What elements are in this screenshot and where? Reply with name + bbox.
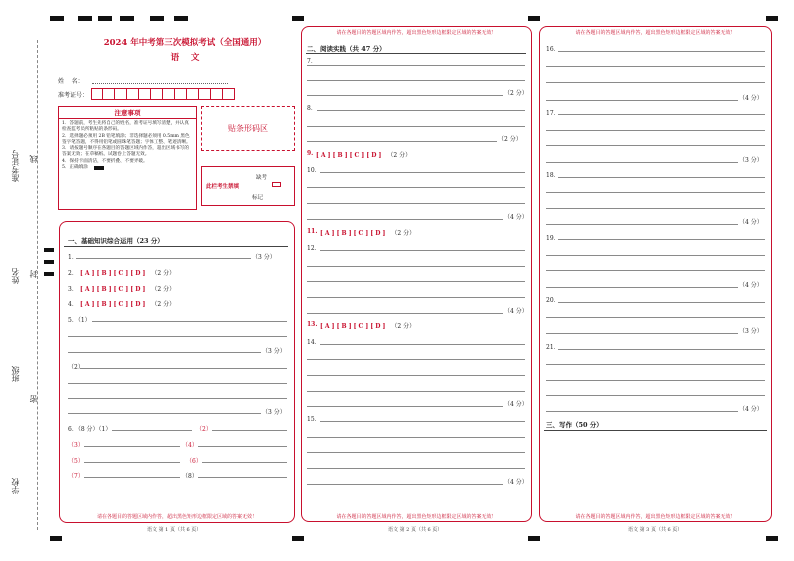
- q15-num: 15．: [307, 416, 321, 423]
- q15-score: （4 分）: [504, 479, 528, 486]
- answer-line[interactable]: [320, 344, 525, 345]
- answer-line[interactable]: [307, 266, 525, 267]
- side-label-dense: 密: [29, 395, 38, 403]
- answer-panel-2: [301, 26, 532, 522]
- answer-line[interactable]: [68, 413, 261, 414]
- answer-line[interactable]: [80, 368, 287, 369]
- name-label: 姓 名：: [58, 78, 84, 85]
- answer-line[interactable]: [546, 395, 765, 396]
- registration-mark: [44, 260, 54, 264]
- exam-no-boxes[interactable]: [91, 88, 235, 100]
- side-label-seal: 封: [29, 270, 38, 278]
- barcode-label: 贴条形码区: [228, 124, 268, 133]
- exam-no-label: 准考证号：: [58, 92, 89, 99]
- registration-mark: [120, 16, 134, 21]
- q1-num: 1．: [68, 254, 78, 261]
- registration-mark: [150, 16, 164, 21]
- q8-num: 8．: [307, 105, 317, 112]
- answer-line[interactable]: [558, 302, 765, 303]
- answer-line[interactable]: [546, 411, 738, 412]
- answer-line[interactable]: [546, 208, 765, 209]
- page-footer-3: 语文 第 3 页（共 6 页）: [628, 527, 683, 533]
- absent-mark-top: 缺考: [256, 175, 268, 181]
- page-footer-2: 语文 第 2 页（共 6 页）: [388, 527, 443, 533]
- answer-line[interactable]: [307, 437, 525, 438]
- side-label-line: 线: [29, 155, 38, 163]
- q1-score: （3 分）: [252, 254, 276, 261]
- answer-line[interactable]: [558, 349, 765, 350]
- warning-text: 请在各题目的答题区域内作答，超出黑色矩形边框限定区域的答案无效！: [96, 514, 257, 520]
- q16-num: 16．: [546, 46, 560, 53]
- answer-line[interactable]: [546, 333, 738, 334]
- q4-num: 4．: [68, 301, 78, 308]
- q21-num: 21．: [546, 344, 560, 351]
- answer-line[interactable]: [198, 477, 287, 478]
- q6-s5: （5）: [68, 458, 84, 465]
- answer-line[interactable]: [320, 250, 525, 251]
- answer-line[interactable]: [307, 468, 525, 469]
- answer-line[interactable]: [320, 172, 525, 173]
- answer-line[interactable]: [307, 95, 503, 96]
- q6-num: 6．（8 分）（1）: [68, 426, 112, 433]
- answer-line[interactable]: [68, 398, 287, 399]
- answer-line[interactable]: [546, 192, 765, 193]
- answer-line[interactable]: [307, 452, 525, 453]
- q14-num: 14．: [307, 339, 321, 346]
- q13-options[interactable]: [ A ] [ B ] [ C ] [ D ] （2 分）: [320, 323, 416, 330]
- section-divider: [306, 53, 526, 54]
- answer-line[interactable]: [212, 430, 287, 431]
- answer-line[interactable]: [307, 187, 525, 188]
- q2-options[interactable]: [ A ] [ B ] [ C ] [ D ] （2 分）: [80, 270, 176, 277]
- answer-line[interactable]: [546, 270, 765, 271]
- q17-num: 17．: [546, 110, 560, 117]
- q9-options[interactable]: [ A ] [ B ] [ C ] [ D ] （2 分）: [316, 152, 412, 159]
- answer-line[interactable]: [307, 391, 525, 392]
- registration-mark: [292, 536, 304, 541]
- answer-line[interactable]: [202, 462, 287, 463]
- absent-mark-bottom: 标记: [252, 195, 264, 201]
- registration-mark: [528, 16, 540, 21]
- registration-mark: [50, 536, 62, 541]
- page-title: 2024 年中考第三次模拟考试（全国通用）: [103, 38, 267, 48]
- registration-mark: [292, 16, 304, 21]
- notice-item: 4．保持卡面清洁，不要折叠、不要弄破。: [62, 158, 148, 164]
- answer-line[interactable]: [546, 287, 738, 288]
- answer-line[interactable]: [558, 51, 765, 52]
- registration-mark: [766, 16, 778, 21]
- notice-item: 5．正确填涂: [62, 165, 88, 171]
- q12-num: 12．: [307, 245, 321, 252]
- answer-line[interactable]: [558, 114, 765, 115]
- answer-line[interactable]: [317, 110, 525, 111]
- answer-line[interactable]: [546, 380, 765, 381]
- q21-score: （4 分）: [739, 406, 763, 413]
- page-footer-1: 语文 第 1 页（共 6 页）: [147, 527, 202, 533]
- notice-item: 3．请按题号顺序在各题目的答题区域内作答，超出区域书写的答案无效；在草稿纸、试题卷上答题无效。: [62, 146, 189, 158]
- section2-title: 二、阅读实践（共 47 分）: [307, 45, 386, 53]
- q1-answer-line[interactable]: [76, 258, 251, 259]
- side-label-name: 姓名: [11, 268, 20, 284]
- q6-s4: （4）: [182, 442, 198, 449]
- q11-options[interactable]: [ A ] [ B ] [ C ] [ D ] （2 分）: [320, 230, 416, 237]
- answer-line[interactable]: [546, 130, 765, 131]
- absent-box: [201, 166, 295, 206]
- answer-line[interactable]: [546, 255, 765, 256]
- notice-title: 注意事项: [59, 107, 196, 119]
- section-divider: [64, 246, 288, 247]
- answer-line[interactable]: [546, 317, 765, 318]
- notice-box: [58, 106, 197, 210]
- q6-s7: （7）: [68, 473, 84, 480]
- answer-line[interactable]: [307, 219, 503, 220]
- answer-line[interactable]: [68, 383, 287, 384]
- q9-num: 9.: [307, 150, 314, 157]
- side-label-school: 学校: [11, 478, 20, 494]
- q13-num: 13.: [307, 321, 318, 328]
- q5-score1: （3 分）: [262, 348, 286, 355]
- q6-s2: （2）: [196, 426, 212, 433]
- registration-mark: [174, 16, 188, 21]
- answer-line[interactable]: [92, 321, 287, 322]
- q6-s3: （3）: [68, 442, 84, 449]
- answer-line[interactable]: [546, 82, 765, 83]
- answer-line[interactable]: [546, 224, 738, 225]
- answer-line[interactable]: [307, 484, 503, 485]
- q5-sub2: （2）: [68, 364, 84, 371]
- registration-mark: [44, 272, 54, 276]
- answer-line[interactable]: [307, 203, 525, 204]
- warning-text: 请在各题目的答题区域内作答，超出黑色矩形边框限定区域的答案无效！: [575, 514, 736, 520]
- side-label-exam-no: 准考证号: [11, 150, 20, 182]
- answer-line[interactable]: [320, 421, 525, 422]
- answer-line[interactable]: [546, 364, 765, 365]
- answer-line[interactable]: [307, 359, 525, 360]
- q2-num: 2．: [68, 270, 78, 277]
- answer-line[interactable]: [307, 80, 525, 81]
- answer-line[interactable]: [112, 430, 192, 431]
- barcode-area: [201, 106, 295, 151]
- answer-line[interactable]: [84, 446, 180, 447]
- q19-score: （4 分）: [739, 282, 763, 289]
- registration-mark: [766, 536, 778, 541]
- answer-line[interactable]: [68, 336, 287, 337]
- writing-title: 三、写作（50 分）: [546, 421, 603, 429]
- section1-title: 一、基础知识综合运用（23 分）: [68, 237, 164, 245]
- filled-sample-icon: [94, 166, 104, 170]
- q18-num: 18．: [546, 172, 560, 179]
- q6-s8: （8）: [182, 473, 198, 480]
- answer-line[interactable]: [546, 66, 765, 67]
- answer-line[interactable]: [84, 477, 180, 478]
- notice-item: 1．答题前，考生先将自己的姓名，准考证号填写清楚，并认真检查监考员所粘贴的条形码。: [62, 121, 189, 133]
- warning-text: 请在各题目的答题区域内作答，超出黑色矩形边框限定区域的答案无效！: [336, 30, 497, 36]
- q11-num: 11.: [307, 228, 318, 235]
- registration-mark: [50, 16, 64, 21]
- q16-score: （4 分）: [739, 95, 763, 102]
- answer-line[interactable]: [546, 100, 738, 101]
- q20-num: 20．: [546, 297, 560, 304]
- answer-line[interactable]: [307, 297, 525, 298]
- answer-line[interactable]: [307, 406, 503, 407]
- answer-line[interactable]: [558, 177, 765, 178]
- q3-options[interactable]: [ A ] [ B ] [ C ] [ D ] （2 分）: [80, 286, 176, 293]
- answer-line[interactable]: [546, 162, 738, 163]
- answer-line[interactable]: [307, 126, 525, 127]
- absent-checkbox[interactable]: [272, 182, 281, 187]
- q10-num: 10．: [307, 167, 321, 174]
- q6-s6: （6）: [186, 458, 202, 465]
- q5-num: 5．（1）: [68, 317, 91, 324]
- answer-line[interactable]: [307, 141, 497, 142]
- q14-score: （4 分）: [504, 401, 528, 408]
- registration-mark: [528, 536, 540, 541]
- q8-score: （2 分）: [498, 136, 522, 143]
- q10-score: （4 分）: [504, 214, 528, 221]
- answer-line[interactable]: [307, 65, 525, 66]
- notice-item: 2．选择题必须用 2B 铅笔填涂；非选择题必须用 0.5mm 黑色签字笔答题，不得用铅笔或圆珠笔答题；字体工整、笔迹清晰。: [62, 133, 191, 145]
- answer-line[interactable]: [558, 239, 765, 240]
- registration-mark: [78, 16, 92, 21]
- registration-mark: [98, 16, 112, 21]
- q3-num: 3．: [68, 286, 78, 293]
- answer-line[interactable]: [307, 281, 525, 282]
- section-divider: [544, 430, 767, 431]
- registration-mark: [44, 248, 54, 252]
- answer-line[interactable]: [307, 313, 503, 314]
- side-label-class: 班级: [11, 366, 20, 382]
- q5-score2: （3 分）: [262, 409, 286, 416]
- subject-title: 语 文: [170, 53, 200, 63]
- answer-line[interactable]: [546, 145, 765, 146]
- q19-num: 19．: [546, 235, 560, 242]
- binding-line: [37, 40, 38, 530]
- q17-score: （3 分）: [739, 157, 763, 164]
- q7-score: （2 分）: [504, 90, 528, 97]
- answer-line[interactable]: [307, 375, 525, 376]
- q4-options[interactable]: [ A ] [ B ] [ C ] [ D ] （2 分）: [80, 301, 176, 308]
- answer-line[interactable]: [198, 446, 287, 447]
- q20-score: （3 分）: [739, 328, 763, 335]
- warning-text: 请在各题目的答题区域内作答，超出黑色矩形边框限定区域的答案无效！: [336, 514, 497, 520]
- warning-text: 请在各题目的答题区域内作答，超出黑色矩形边框限定区域的答案无效！: [575, 30, 736, 36]
- answer-line[interactable]: [68, 352, 261, 353]
- q12-score: （4 分）: [504, 308, 528, 315]
- q18-score: （4 分）: [739, 219, 763, 226]
- name-field[interactable]: [92, 83, 228, 84]
- answer-line[interactable]: [84, 462, 180, 463]
- absent-label: 此栏考生禁填: [206, 184, 240, 190]
- q7-num: 7．: [307, 58, 317, 65]
